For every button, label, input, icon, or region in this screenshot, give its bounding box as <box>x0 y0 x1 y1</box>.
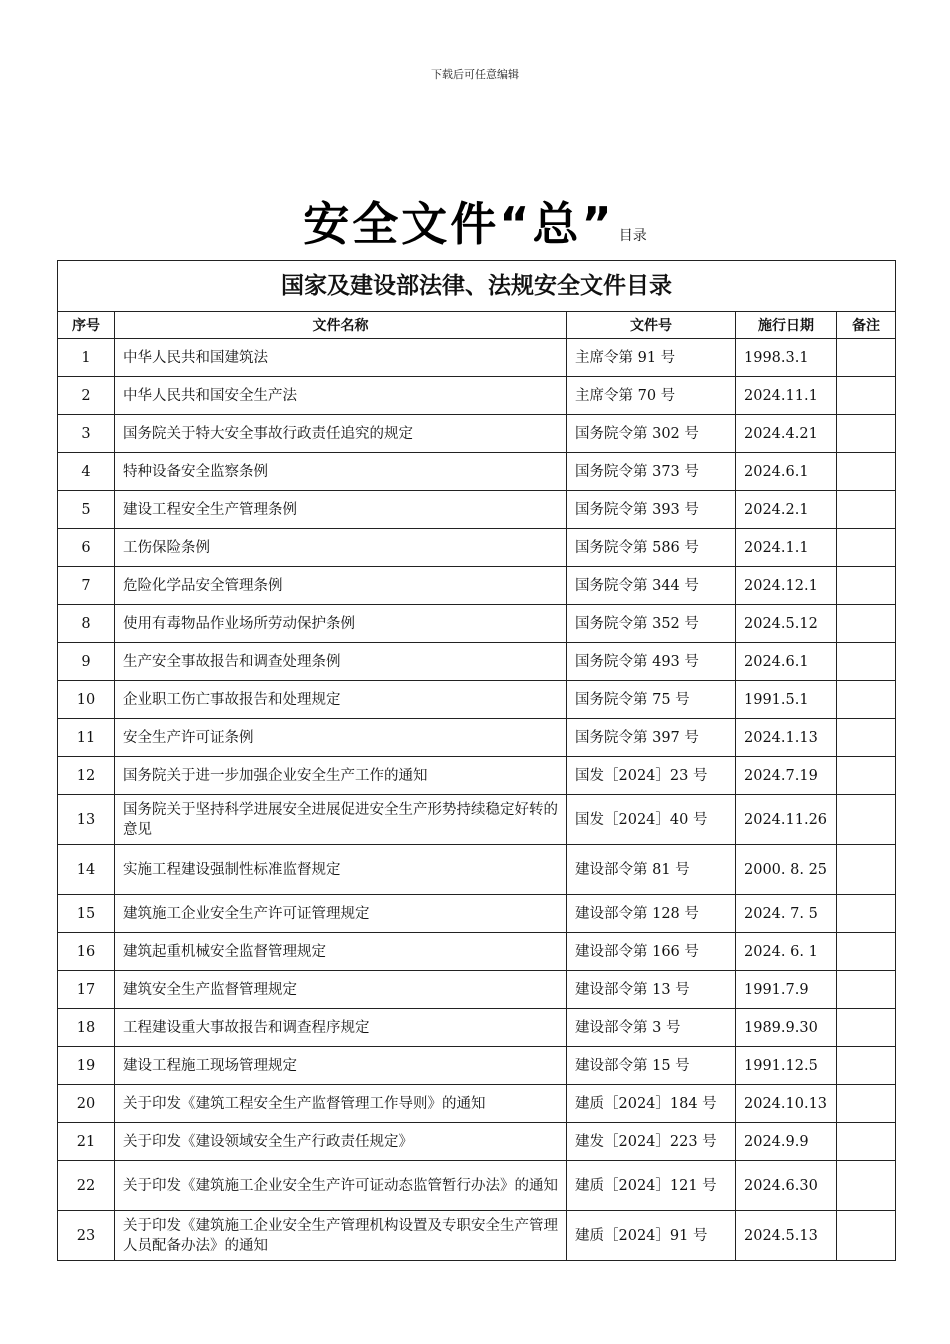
table-row <box>58 1009 896 1047</box>
remarks-cell <box>837 643 896 681</box>
table-row <box>58 971 896 1009</box>
effective-date-cell: 2024.12.1 <box>736 567 837 605</box>
effective-date-cell: 1991.7.9 <box>736 971 837 1009</box>
effective-date-cell: 2024.5.12 <box>736 605 837 643</box>
document-number-cell: 建质［2024］184 号 <box>567 1085 736 1123</box>
column-header-doc-number: 文件号 <box>567 312 736 339</box>
effective-date-cell: 2024.10.13 <box>736 1085 837 1123</box>
remarks-cell <box>837 681 896 719</box>
header-note: 下载后可任意编辑 <box>431 68 519 81</box>
row-number-cell: 12 <box>58 757 115 795</box>
row-number-cell: 18 <box>58 1009 115 1047</box>
table-row <box>58 1161 896 1211</box>
effective-date-cell: 2024.7.19 <box>736 757 837 795</box>
row-number-cell: 11 <box>58 719 115 757</box>
row-number-cell: 15 <box>58 895 115 933</box>
document-name-cell: 工伤保险条例 <box>115 529 567 567</box>
column-header-remarks: 备注 <box>837 312 896 339</box>
document-number-cell: 主席令第 70 号 <box>567 377 736 415</box>
document-number-cell: 国务院令第 302 号 <box>567 415 736 453</box>
document-name-cell: 关于印发《建设领域安全生产行政责任规定》 <box>115 1123 567 1161</box>
row-number-cell: 14 <box>58 845 115 895</box>
table-row <box>58 1211 896 1261</box>
table-body <box>58 339 896 1261</box>
row-number-cell: 5 <box>58 491 115 529</box>
document-number-cell: 建设部令第 15 号 <box>567 1047 736 1085</box>
effective-date-cell: 2024.1.1 <box>736 529 837 567</box>
document-number-cell: 国务院令第 373 号 <box>567 453 736 491</box>
table-row <box>58 719 896 757</box>
table-row <box>58 339 896 377</box>
effective-date-cell: 2024. 6. 1 <box>736 933 837 971</box>
column-header-no: 序号 <box>58 312 115 339</box>
remarks-cell <box>837 719 896 757</box>
row-number-cell: 8 <box>58 605 115 643</box>
remarks-cell <box>837 491 896 529</box>
effective-date-cell: 2024.6.30 <box>736 1161 837 1211</box>
table-row <box>58 529 896 567</box>
table-row <box>58 895 896 933</box>
table-row <box>58 1085 896 1123</box>
document-title <box>0 188 950 254</box>
row-number-cell: 7 <box>58 567 115 605</box>
remarks-cell <box>837 605 896 643</box>
document-number-cell: 国务院令第 352 号 <box>567 605 736 643</box>
table-row <box>58 757 896 795</box>
document-number-cell: 国发［2024］23 号 <box>567 757 736 795</box>
row-number-cell: 4 <box>58 453 115 491</box>
table-row <box>58 605 896 643</box>
row-number-cell: 19 <box>58 1047 115 1085</box>
effective-date-cell: 1991.12.5 <box>736 1047 837 1085</box>
remarks-cell <box>837 845 896 895</box>
remarks-cell <box>837 339 896 377</box>
remarks-cell <box>837 1211 896 1261</box>
document-number-cell: 建设部令第 128 号 <box>567 895 736 933</box>
table-row <box>58 845 896 895</box>
table-row <box>58 933 896 971</box>
remarks-cell <box>837 971 896 1009</box>
document-name-cell: 国务院关于坚持科学进展安全进展促进安全生产形势持续稳定好转的意见 <box>115 795 567 845</box>
document-number-cell: 主席令第 91 号 <box>567 339 736 377</box>
effective-date-cell: 2024. 7. 5 <box>736 895 837 933</box>
document-number-cell: 国务院令第 586 号 <box>567 529 736 567</box>
document-number-cell: 建质［2024］91 号 <box>567 1211 736 1261</box>
row-number-cell: 17 <box>58 971 115 1009</box>
row-number-cell: 20 <box>58 1085 115 1123</box>
row-number-cell: 22 <box>58 1161 115 1211</box>
document-number-cell: 建发［2024］223 号 <box>567 1123 736 1161</box>
document-number-cell: 建设部令第 13 号 <box>567 971 736 1009</box>
effective-date-cell: 2024.2.1 <box>736 491 837 529</box>
effective-date-cell: 2024.6.1 <box>736 643 837 681</box>
document-number-cell: 国务院令第 344 号 <box>567 567 736 605</box>
row-number-cell: 1 <box>58 339 115 377</box>
remarks-cell <box>837 415 896 453</box>
row-number-cell: 3 <box>58 415 115 453</box>
remarks-cell <box>837 1161 896 1211</box>
row-number-cell: 9 <box>58 643 115 681</box>
main-title: 安全文件“总” <box>303 197 615 251</box>
safety-documents-table <box>57 260 896 1261</box>
effective-date-cell: 2024.1.13 <box>736 719 837 757</box>
document-number-cell: 国务院令第 493 号 <box>567 643 736 681</box>
document-name-cell: 国务院关于特大安全事故行政责任追究的规定 <box>115 415 567 453</box>
row-number-cell: 16 <box>58 933 115 971</box>
document-number-cell: 建设部令第 81 号 <box>567 845 736 895</box>
table-row <box>58 681 896 719</box>
row-number-cell: 2 <box>58 377 115 415</box>
remarks-cell <box>837 795 896 845</box>
document-number-cell: 国发［2024］40 号 <box>567 795 736 845</box>
table-row <box>58 453 896 491</box>
document-name-cell: 特种设备安全监察条例 <box>115 453 567 491</box>
remarks-cell <box>837 1047 896 1085</box>
remarks-cell <box>837 377 896 415</box>
remarks-cell <box>837 1123 896 1161</box>
document-number-cell: 建质［2024］121 号 <box>567 1161 736 1211</box>
document-name-cell: 关于印发《建筑工程安全生产监督管理工作导则》的通知 <box>115 1085 567 1123</box>
effective-date-cell: 2024.9.9 <box>736 1123 837 1161</box>
document-name-cell: 工程建设重大事故报告和调查程序规定 <box>115 1009 567 1047</box>
document-name-cell: 关于印发《建筑施工企业安全生产许可证动态监管暂行办法》的通知 <box>115 1161 567 1211</box>
remarks-cell <box>837 453 896 491</box>
remarks-cell <box>837 1009 896 1047</box>
document-name-cell: 建筑起重机械安全监督管理规定 <box>115 933 567 971</box>
table-row <box>58 415 896 453</box>
remarks-cell <box>837 1085 896 1123</box>
remarks-cell <box>837 529 896 567</box>
effective-date-cell: 1991.5.1 <box>736 681 837 719</box>
document-number-cell: 国务院令第 397 号 <box>567 719 736 757</box>
document-name-cell: 建筑安全生产监督管理规定 <box>115 971 567 1009</box>
document-number-cell: 建设部令第 166 号 <box>567 933 736 971</box>
effective-date-cell: 2024.4.21 <box>736 415 837 453</box>
document-name-cell: 国务院关于进一步加强企业安全生产工作的通知 <box>115 757 567 795</box>
remarks-cell <box>837 895 896 933</box>
title-suffix: 目录 <box>618 228 647 244</box>
row-number-cell: 13 <box>58 795 115 845</box>
column-header-name: 文件名称 <box>115 312 567 339</box>
effective-date-cell: 2024.5.13 <box>736 1211 837 1261</box>
table-row <box>58 1123 896 1161</box>
document-name-cell: 中华人民共和国建筑法 <box>115 339 567 377</box>
row-number-cell: 10 <box>58 681 115 719</box>
document-number-cell: 建设部令第 3 号 <box>567 1009 736 1047</box>
remarks-cell <box>837 933 896 971</box>
row-number-cell: 6 <box>58 529 115 567</box>
document-name-cell: 使用有毒物品作业场所劳动保护条例 <box>115 605 567 643</box>
document-name-cell: 建筑施工企业安全生产许可证管理规定 <box>115 895 567 933</box>
remarks-cell <box>837 567 896 605</box>
effective-date-cell: 2024.6.1 <box>736 453 837 491</box>
effective-date-cell: 1989.9.30 <box>736 1009 837 1047</box>
document-name-cell: 危险化学品安全管理条例 <box>115 567 567 605</box>
document-name-cell: 实施工程建设强制性标准监督规定 <box>115 845 567 895</box>
table-caption: 国家及建设部法律、法规安全文件目录 <box>58 261 896 312</box>
document-number-cell: 国务院令第 393 号 <box>567 491 736 529</box>
effective-date-cell: 2024.11.26 <box>736 795 837 845</box>
effective-date-cell: 2000. 8. 25 <box>736 845 837 895</box>
row-number-cell: 23 <box>58 1211 115 1261</box>
document-name-cell: 安全生产许可证条例 <box>115 719 567 757</box>
table-row <box>58 377 896 415</box>
table-row <box>58 643 896 681</box>
effective-date-cell: 1998.3.1 <box>736 339 837 377</box>
table-row <box>58 795 896 845</box>
document-name-cell: 关于印发《建筑施工企业安全生产管理机构设置及专职安全生产管理人员配备办法》的通知 <box>115 1211 567 1261</box>
table-row <box>58 567 896 605</box>
row-number-cell: 21 <box>58 1123 115 1161</box>
document-name-cell: 生产安全事故报告和调查处理条例 <box>115 643 567 681</box>
table-row <box>58 1047 896 1085</box>
document-number-cell: 国务院令第 75 号 <box>567 681 736 719</box>
document-name-cell: 企业职工伤亡事故报告和处理规定 <box>115 681 567 719</box>
document-name-cell: 中华人民共和国安全生产法 <box>115 377 567 415</box>
effective-date-cell: 2024.11.1 <box>736 377 837 415</box>
column-header-effective-date: 施行日期 <box>736 312 837 339</box>
document-name-cell: 建设工程安全生产管理条例 <box>115 491 567 529</box>
document-name-cell: 建设工程施工现场管理规定 <box>115 1047 567 1085</box>
remarks-cell <box>837 757 896 795</box>
table-row <box>58 491 896 529</box>
